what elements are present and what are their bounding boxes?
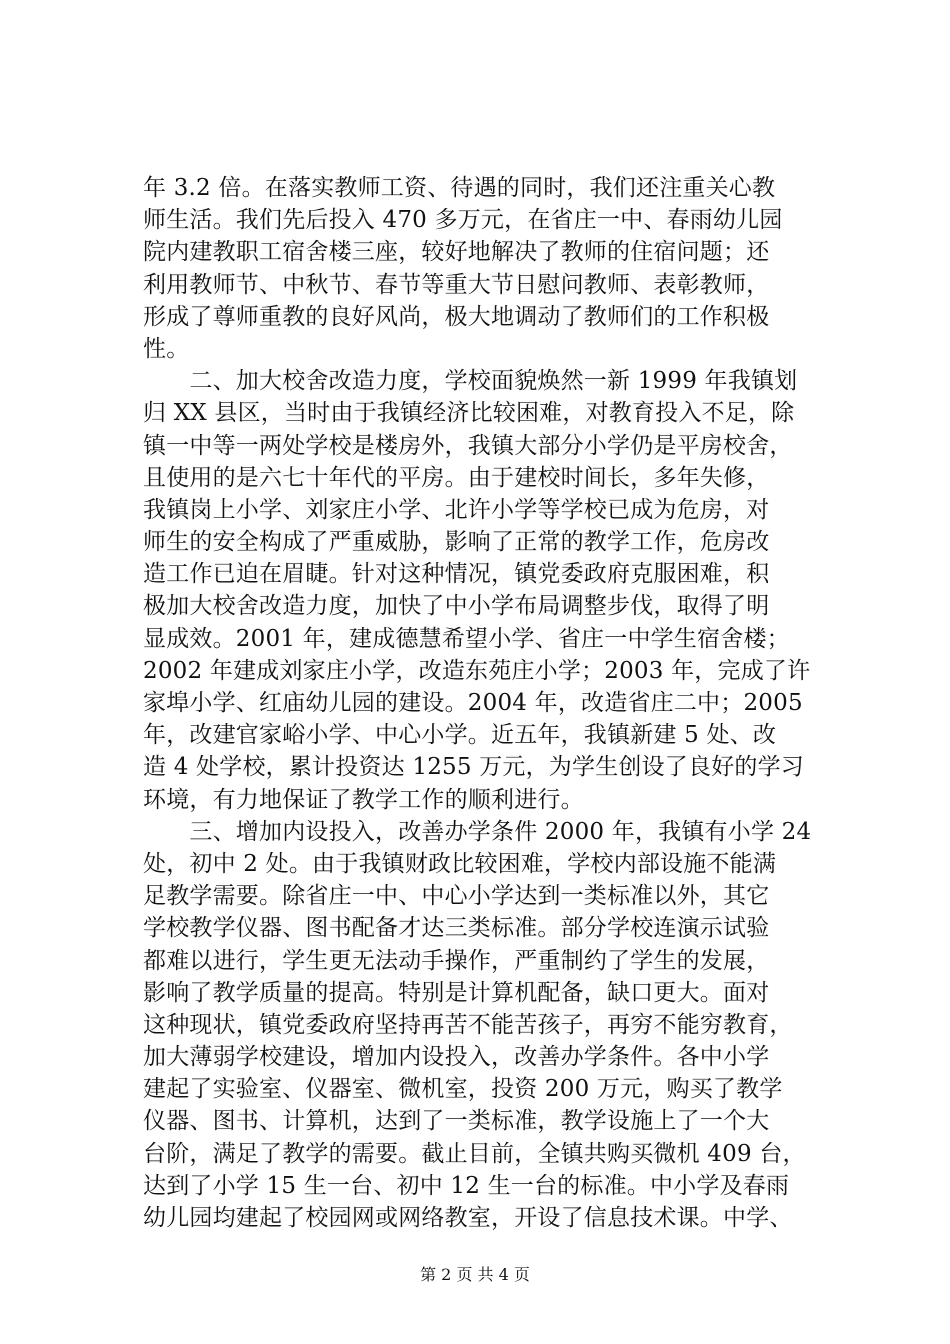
text-line: 处，初中 2 处。由于我镇财政比较困难，学校内部设施不能满 [143, 850, 777, 877]
text-line: 师生活。我们先后投入 470 多万元，在省庄一中、春雨幼儿园 [143, 207, 783, 234]
text-line: 加大薄弱学校建设，增加内设投入，改善办学条件。各中小学 [143, 1044, 770, 1071]
text-line: 这种现状，镇党委政府坚持再苦不能苦孩子，再穷不能穷教育， [143, 1011, 793, 1038]
text-line: 达到了小学 15 生一台、初中 12 生一台的标准。中小学及春雨 [143, 1172, 790, 1199]
text-line: 显成效。2001 年，建成德慧希望小学、省庄一中学生宿舍楼； [143, 625, 790, 652]
text-line: 建起了实验室、仪器室、微机室，投资 200 万元，购买了教学 [143, 1076, 783, 1103]
text-line: 年 3.2 倍。在落实教师工资、待遇的同时，我们还注重关心教 [143, 175, 776, 201]
text-line: 2002 年建成刘家庄小学，改造东苑庄小学；2003 年，完成了许 [143, 657, 811, 684]
text-line: 形成了尊师重教的良好风尚，极大地调动了教师们的工作积极 [143, 303, 770, 330]
text-line: 归 XX 县区，当时由于我镇经济比较困难，对教育投入不足，除 [143, 400, 795, 427]
text-line: 镇一中等一两处学校是楼房外，我镇大部分小学仍是平房校舍， [143, 432, 793, 459]
text-line: 学校教学仪器、图书配备才达三类标准。部分学校连演示试验 [143, 915, 770, 942]
body-text [143, 172, 853, 1234]
text-line: 且使用的是六七十年代的平房。由于建校时间长，多年失修， [143, 464, 770, 491]
text-line: 足教学需要。除省庄一中、中心小学达到一类标准以外，其它 [143, 883, 770, 910]
text-line: 台阶，满足了教学的需要。截止目前，全镇共购买微机 409 台， [143, 1140, 806, 1167]
text-line: 我镇岗上小学、刘家庄小学、北许小学等学校已成为危房，对 [143, 496, 770, 523]
text-line: 造工作已迫在眉睫。针对这种情况，镇党委政府克服困难，积 [143, 561, 770, 588]
text-line: 利用教师节、中秋节、春节等重大节日慰问教师、表彰教师， [143, 271, 770, 298]
text-line: 幼儿园均建起了校园网或网络教室，开设了信息技术课。中学、 [143, 1205, 793, 1231]
text-line: 都难以进行，学生更无法动手操作，严重制约了学生的发展， [143, 947, 770, 974]
text-line: 环境，有力地保证了教学工作的顺利进行。 [143, 786, 584, 813]
text-line: 极加大校舍改造力度，加快了中小学布局调整步伐，取得了明 [143, 593, 770, 620]
text-line: 二、加大校舍改造力度，学校面貌焕然一新 1999 年我镇划 [143, 368, 798, 395]
text-line: 仪器、图书、计算机，达到了一类标准，教学设施上了一个大 [143, 1108, 770, 1135]
page-number-footer: 第 2 页 共 4 页 [420, 1265, 530, 1284]
text-line: 造 4 处学校，累计投资达 1255 万元，为学生创设了良好的学习 [143, 754, 805, 781]
text-line: 年，改建官家峪小学、中心小学。近五年，我镇新建 5 处、改 [143, 722, 777, 749]
text-line: 师生的安全构成了严重威胁，影响了正常的教学工作，危房改 [143, 529, 770, 556]
text-line: 性。 [143, 335, 190, 362]
text-line: 三、增加内设投入，改善办学条件 2000 年，我镇有小学 24 [143, 818, 812, 845]
text-line: 院内建教职工宿舍楼三座，较好地解决了教师的住宿问题；还 [143, 239, 770, 266]
text-line: 影响了教学质量的提高。特别是计算机配备，缺口更大。面对 [143, 979, 770, 1006]
text-line: 家埠小学、红庙幼儿园的建设。2004 年，改造省庄二中；2005 [143, 690, 803, 716]
